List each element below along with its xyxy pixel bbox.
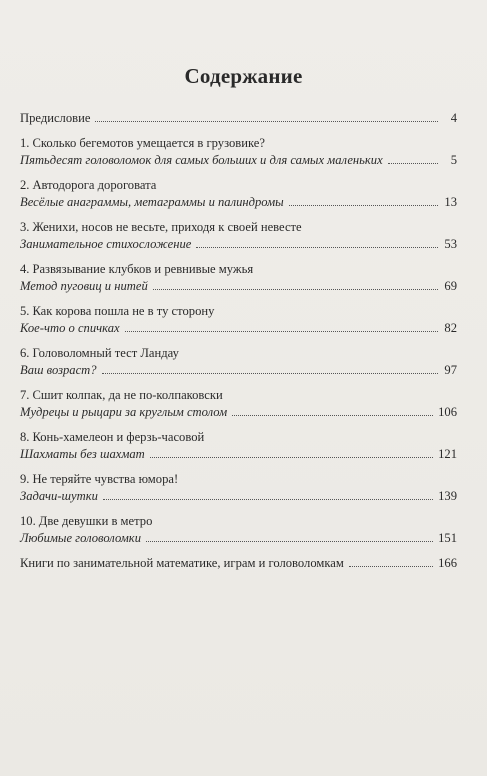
dot-leader bbox=[125, 330, 438, 332]
dot-leader bbox=[289, 204, 438, 206]
chapter-number: 7. bbox=[20, 388, 30, 402]
toc-subtitle: Мудрецы и рыцари за круглым столом bbox=[20, 405, 228, 419]
toc-subtitle: Пятьдесят головоломок для самых больших и для самых маленьких bbox=[20, 153, 383, 167]
toc-page-number: 166 bbox=[438, 556, 457, 570]
chapter-number: 6. bbox=[20, 346, 30, 360]
dot-leader bbox=[102, 372, 438, 374]
toc-entry-books bbox=[20, 555, 457, 572]
dot-leader bbox=[232, 414, 433, 416]
toc-subtitle: Кое-что о спичках bbox=[20, 321, 120, 335]
toc-entry-9 bbox=[20, 471, 457, 505]
toc-subtitle: Любимые головоломки bbox=[20, 531, 141, 545]
toc-subtitle: Ваш возраст? bbox=[20, 363, 97, 377]
toc-entry-2 bbox=[20, 177, 457, 211]
toc-page-number: 82 bbox=[444, 321, 457, 335]
chapter-number: 1. bbox=[20, 136, 30, 150]
table-of-contents bbox=[20, 110, 457, 580]
dot-leader bbox=[150, 456, 433, 458]
chapter-number: 4. bbox=[20, 262, 30, 276]
chapter-number: 5. bbox=[20, 304, 30, 318]
toc-entry-6 bbox=[20, 345, 457, 379]
dot-leader bbox=[153, 288, 438, 290]
toc-page-number: 97 bbox=[444, 363, 457, 377]
toc-entry-8 bbox=[20, 429, 457, 463]
toc-page-number: 151 bbox=[438, 531, 457, 545]
toc-page-number: 5 bbox=[450, 153, 457, 167]
toc-entry-10 bbox=[20, 513, 457, 547]
dot-leader bbox=[196, 246, 438, 248]
toc-subtitle: Весёлые анаграммы, метаграммы и палиндромы bbox=[20, 195, 284, 209]
toc-heading: Развязывание клубков и ревнивые мужья bbox=[32, 262, 254, 276]
dot-leader bbox=[95, 120, 438, 122]
chapter-number: 10. bbox=[20, 514, 36, 528]
toc-heading: Головоломный тест Ландау bbox=[32, 346, 179, 360]
toc-heading: Книги по занимательной математике, играм и головоломкам bbox=[20, 556, 344, 570]
toc-subtitle: Задачи-шутки bbox=[20, 489, 98, 503]
dot-leader bbox=[349, 565, 433, 567]
toc-heading: Сколько бегемотов умещается в грузовике? bbox=[32, 136, 265, 150]
toc-heading: Предисловие bbox=[20, 111, 91, 125]
toc-page-number: 13 bbox=[444, 195, 457, 209]
toc-page-number: 4 bbox=[450, 111, 457, 125]
toc-page-number: 139 bbox=[438, 489, 457, 503]
toc-heading: Автодорога дороговата bbox=[32, 178, 157, 192]
toc-heading: Две девушки в метро bbox=[38, 514, 153, 528]
chapter-number: 8. bbox=[20, 430, 30, 444]
dot-leader bbox=[103, 498, 433, 500]
dot-leader bbox=[146, 540, 433, 542]
toc-entry-4 bbox=[20, 261, 457, 295]
toc-page-number: 106 bbox=[438, 405, 457, 419]
toc-heading: Сшит колпак, да не по-колпаковски bbox=[32, 388, 223, 402]
toc-page-number: 69 bbox=[444, 279, 457, 293]
toc-page-number: 121 bbox=[438, 447, 457, 461]
toc-page-number: 53 bbox=[444, 237, 457, 251]
toc-entry-7 bbox=[20, 387, 457, 421]
chapter-number: 9. bbox=[20, 472, 30, 486]
toc-entry-preface bbox=[20, 110, 457, 127]
toc-subtitle: Занимательное стихосложение bbox=[20, 237, 192, 251]
toc-subtitle: Шахматы без шахмат bbox=[20, 447, 145, 461]
toc-heading: Как корова пошла не в ту сторону bbox=[32, 304, 215, 318]
toc-heading: Не теряйте чувства юмора! bbox=[32, 472, 179, 486]
toc-heading: Женихи, носов не весьте, приходя к своей невесте bbox=[32, 220, 302, 234]
dot-leader bbox=[388, 162, 438, 164]
toc-subtitle: Метод пуговиц и нитей bbox=[20, 279, 148, 293]
toc-entry-5 bbox=[20, 303, 457, 337]
chapter-number: 2. bbox=[20, 178, 30, 192]
toc-entry-3 bbox=[20, 219, 457, 253]
toc-heading: Конь-хамелеон и ферзь-часовой bbox=[32, 430, 205, 444]
chapter-number: 3. bbox=[20, 220, 30, 234]
page-title: Содержание bbox=[184, 64, 303, 88]
toc-entry-1 bbox=[20, 135, 457, 169]
